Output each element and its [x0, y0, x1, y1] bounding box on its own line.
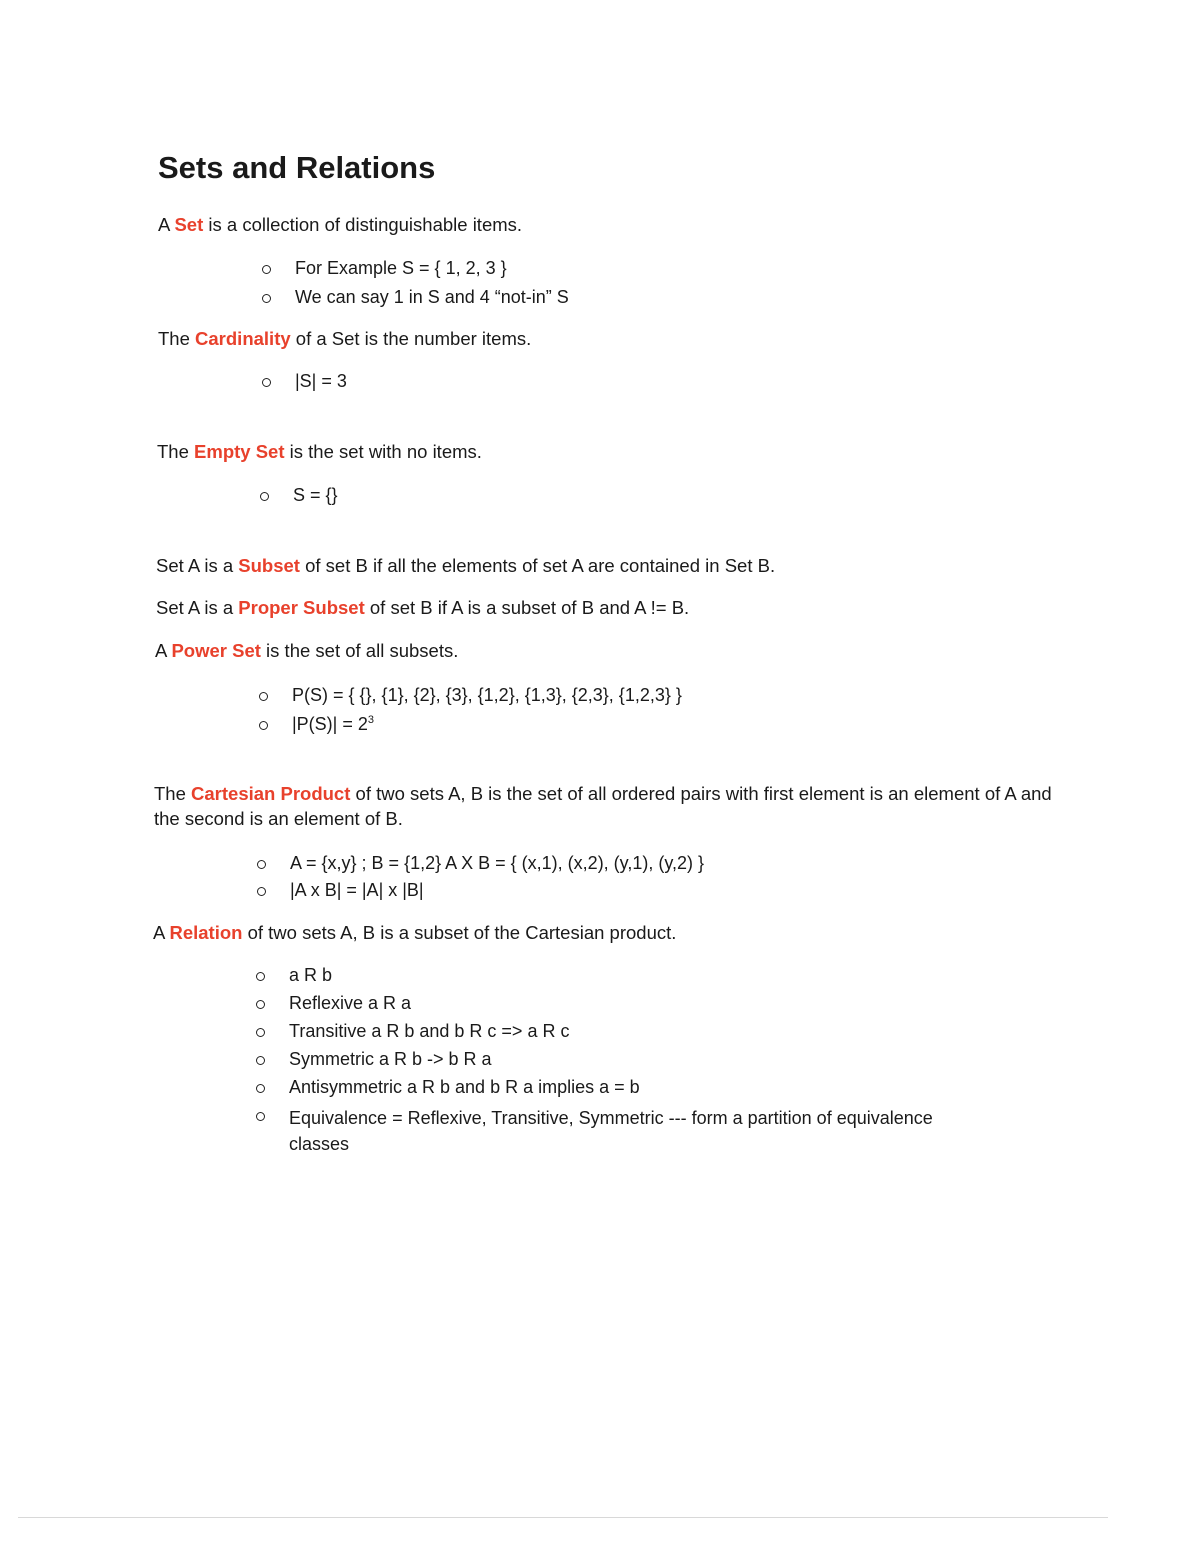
cardinality-definition: The Cardinality of a Set is the number items. [158, 328, 532, 349]
list-item: We can say 1 in S and 4 “not-in” S [295, 287, 569, 316]
power-set-definition: A Power Set is the set of all subsets. [155, 640, 459, 661]
list-item: Antisymmetric a R b and b R a implies a = b [289, 1077, 989, 1105]
empty-set-definition: The Empty Set is the set with no items. [157, 441, 482, 462]
list-item: |S| = 3 [295, 371, 347, 392]
list-item: Equivalence = Reflexive, Transitive, Symmetric --- form a partition of equivalence classes [289, 1105, 989, 1157]
circle-bullet-icon [256, 1084, 265, 1093]
term-cardinality: Cardinality [195, 328, 291, 349]
list-item: Symmetric a R b -> b R a [289, 1049, 989, 1077]
circle-bullet-icon [256, 1000, 265, 1009]
cartesian-product-definition: The Cartesian Product of two sets A, B is the set of all ordered pairs with first element is an element of A and the second is an element of B. [154, 783, 1052, 829]
relation-definition: A Relation of two sets A, B is a subset of the Cartesian product. [153, 922, 677, 943]
cartesian-bullets [290, 853, 704, 901]
list-item: For Example S = { 1, 2, 3 } [295, 258, 569, 287]
relation-bullets [289, 965, 989, 1157]
circle-bullet-icon [256, 1056, 265, 1065]
scan-edge-line [18, 1517, 1108, 1518]
power-set-bullets [292, 685, 682, 735]
list-item: |A x B| = |A| x |B| [290, 880, 704, 901]
set-definition: A Set is a collection of distinguishable items. [158, 214, 523, 235]
list-item: $|P(S)| = 2^3$ [292, 714, 682, 735]
term-power-set: Power Set [171, 640, 261, 661]
circle-bullet-icon [262, 378, 271, 387]
term-cartesian-product: Cartesian Product [191, 783, 351, 804]
list-item: a R b [289, 965, 989, 993]
set-bullets [295, 258, 569, 316]
circle-bullet-icon [260, 492, 269, 501]
list-item: S = {} [293, 485, 338, 506]
proper-subset-definition: Set A is a Proper Subset of set B if A is a subset of B and A != B. [156, 597, 690, 618]
term-subset: Subset [238, 555, 300, 576]
circle-bullet-icon [262, 265, 271, 274]
circle-bullet-icon [259, 692, 268, 701]
page-title: Sets and Relations [158, 150, 436, 185]
circle-bullet-icon [256, 1028, 265, 1037]
subset-definition: Set A is a Subset of set B if all the elements of set A are contained in Set B. [156, 555, 776, 576]
list-item: Transitive a R b and b R c => a R c [289, 1021, 989, 1049]
term-set: Set [174, 214, 204, 235]
term-proper-subset: Proper Subset [238, 597, 365, 618]
empty-set-bullets [293, 485, 338, 506]
term-empty-set: Empty Set [194, 441, 285, 462]
circle-bullet-icon [257, 860, 266, 869]
circle-bullet-icon [256, 972, 265, 981]
circle-bullet-icon [256, 1112, 265, 1121]
term-relation: Relation [169, 922, 243, 943]
list-item: P(S) = { {}, {1}, {2}, {3}, {1,2}, {1,3}, {2,3}, {1,2,3} } [292, 685, 682, 714]
circle-bullet-icon [257, 887, 266, 896]
list-item: A = {x,y} ; B = {1,2} A X B = { (x,1), (x,2), (y,1), (y,2) } [290, 853, 704, 880]
list-item: Reflexive a R a [289, 993, 989, 1021]
cardinality-bullets [295, 371, 347, 392]
circle-bullet-icon [259, 721, 268, 730]
circle-bullet-icon [262, 294, 271, 303]
